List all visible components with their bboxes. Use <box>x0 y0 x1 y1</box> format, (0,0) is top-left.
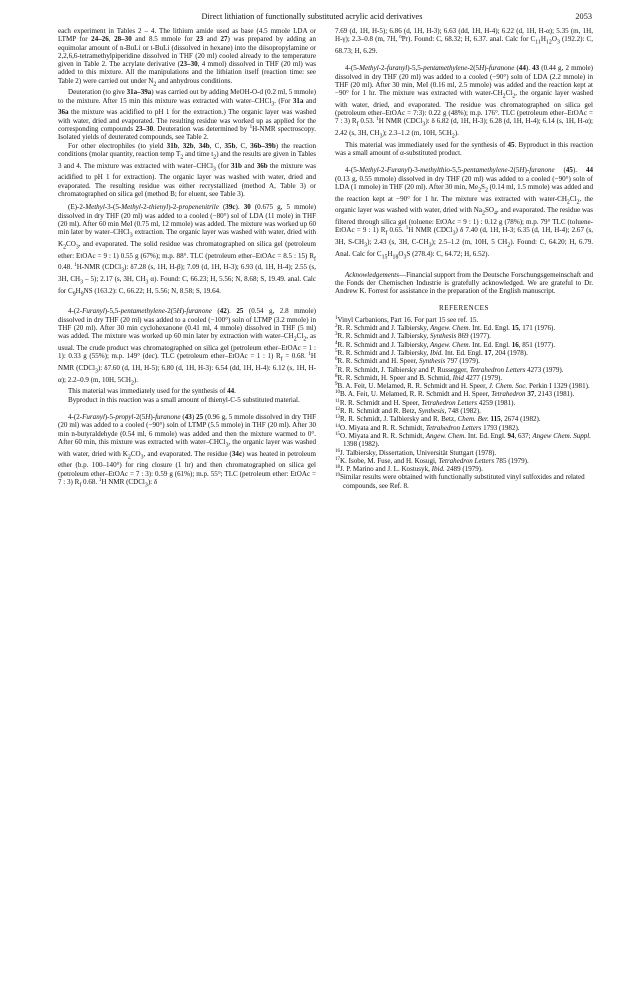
page-number: 2053 <box>575 12 592 21</box>
left-column-paragraph: Deuteration (to give 31a–39a) was carried out by adding MeOH-O-d (0.2 ml, 5 mmole) to the mixture. After 15 min this mixture was extracted with water–CHCl$_3$. (For 31a and 36a the mixture was acidified to pH 1 for the extraction.) The organic layer was washed with water, dried and evaporated. The resulting residue was worked up as applied for the corresponding compounds 23–30. Deuteration was determined by $^1$H-NMR spectroscopy. Isolated yields of deuterated compounds, see Table 2. <box>58 88 317 142</box>
left-column-paragraph: Byproduct in this reaction was a small amount of thienyl-C-5 substituted material. <box>68 395 300 404</box>
right-column-paragraph: 4-(5-Methyl-2-furanyl)-5,5-pentamethylene-2(5H)-furanone (44). 43 (0.44 g, 2 mmole) dissolved in dry THF (20 ml) was added to a cooled (−90°) soln of LDA (2.2 mmole) in THF (20 ml). After 30 min, MeI (0.16 ml, 2.5 mmole) was added and the reaction kept at −90° for 1 hr. The mixture was extracted with water-$CH_2Cl_2$, the organic layer washed with water, dried, and evaporated. The residue was chromatographed on silica gel (petroleum ether–EtOAc = 7:3): 0.22 g (48%); m.p. 176°. TLC (petroleum ether–EtOAc = 7 : 3) $R_f$ 0.53. $^1$H NMR (CDCl$_3$): δ 6.82 (d, 1H, H-3); 6.28 (d, 1H, H-4); 6.14 (s, 1H, H-α); 2.42 (s, 3H, $CH_3$); 2.3–1.2 (m, 10H, $5CH_2$). <box>335 64 594 140</box>
left-column-paragraph: each experiment in Tables 2 – 4. The lithium amide used as base (4.5 mmole LDA or LTMP for 24–26, 28–30 and 8.5 mmole for 23 and 27) was prepared by adding an equimolar amount of n-BuLi or t-BuLi (dissolved in hexane) into the diisopropylamine or 2,2,6,6-tetramethylpiperidine dissolved in THF (20 ml) cooled already to the temperature given in Table 2. The acrylate derivative (23–30, 4 mmol) dissolved in THF (20 ml) was added to this mixture. All the manipulations and the lithiation itself (reaction time: see Table 2) were carried out under $N_2$ and anhydrous conditions. <box>58 27 316 88</box>
right-column-body <box>335 27 593 295</box>
right-column-paragraph: Acknowledgements—Financial support from the Deutsche Forschungsgemeinschaft and the Fonds der Chemischen Industrie is gratefully acknowledged. We are grateful to Dr. Andrew K. Forrest for assistance in the preparation of the English manuscript. <box>335 270 593 296</box>
left-column-paragraph: 4-(2-Furanyl)-5,5-pentamethylene-2(5H)-furanone (42). 25 (0.54 g, 2.8 mmole) dissolved in dry THF (20 ml) was added to a cooled (−100°) soln of LTMP (3.2 mmole) in THF (20 ml). After 30 min cyclohexanone (0.41 ml, 4 mmole) dissolved in THF (5 ml) was added. The mixture was worked up 60 min later by extraction with water–$CH_2Cl_2$, as usual. The crude product was chromatographed on silica gel (petroleum ether–EtOAc = 1 : 1): 0.33 g (55%); m.p. 149° (dec). TLC (petroleum ether–EtOAc = 1 : 1) $R_f = 0.68$. $^1$H NMR (CDCl$_3$): δ7.60 (d, 1H, H-5); 6.80 (d, 1H, H-3): 6.54 (dd, 1H, H-4): 6.12 (s, 1H, H-α); 2.2–0.9 (m, 10H, $5CH_2$). <box>58 307 316 387</box>
left-column-paragraph: This material was immediately used for the synthesis of 44. <box>68 387 236 396</box>
reference-item: $^{14}$O. Miyata and R. R. Schmidt, Tetrahedron Letters 1793 (1982). <box>335 423 520 432</box>
reference-item: $^9$B. A. Feit, U. Melamed, R. R. Schmidt and H. Speer, J. Chem. Soc. Perkin I 1329 (1981). <box>335 382 590 391</box>
right-column-paragraph: This material was immediately used for the synthesis of 45. Byproduct in this reaction was a small amount of α-substituted product. <box>335 140 593 158</box>
right-column <box>335 27 593 490</box>
reference-item: $^{17}$K. Isobe, M. Fuse, and H. Kosugi, Tetrahedron Letters 785 (1979). <box>335 456 529 465</box>
left-column-paragraph: For other electrophiles (to yield 31b, 32b, 34b, C, 35b, C, 36b–39b) the reaction conditions (molar quantity, reaction temp $T_2$ and time $t_2$) and the results are given in Tables 3 and 4. The mixture was extracted with water–CHCl$_3$ (for 31b and 36b the mixture was acidified to pH 1 for extraction). The organic layer was washed with water, dried and evaporated. The resulting residue was either recrystallized (method A, Table 3) or chromatographed on silica gel (method B; for eluent, see Table 3). <box>58 141 317 198</box>
left-column <box>58 27 316 490</box>
reference-item: $^4$R. R. Schmidt and J. Talbiersky, Angew. Chem. Int. Ed. Engl. 16, 851 (1977). <box>335 340 556 349</box>
reference-item: $^1$Vinyl Carbanions, Part 16. For part 15 see ref. 15. <box>335 315 479 324</box>
reference-item: $^{12}$R. R. Schmidt and R. Betz, Synthesis, 748 (1982). <box>335 407 481 416</box>
left-column-paragraph: (E)-2-Methyl-3-(5-Methyl-2-thienyl)-2-propenenitrile (39c). 30 (0.675 g, 5 mmole) dissolved in dry THF (20 ml) was added to a cooled (−80°) sol of LDA (11 mole) in THF (20 ml). After 60 min MeI (0.75 ml, 12 mmole) was added. The mixture was worked up 60 min later by water–CHCl$_3$ extraction. The organic layer was washed with water, dried with $K_2CO_3$, and evaporated. The solid residue was chromatographed on silica gel (petroleum ether: EtOAc = 9 : 1) 0.55 g (67%); m.p. 88°. TLC (petroleum ether–EtOAc = 8.5 : 15) $R_f$ 0.48. $^1$H-NMR (CDCl$_3$): δ7.28 (s, 1H, H-β); 7.09 (d, 1H, H-3); 6.93 (d, 1H, H-4); 2.55 (s, 3H, $CH_3 - 5$); 2.17 (s, 3H, $CH_3$ α). Found: C, 66.23; H, 5.56; N, 8.68; S, 19.49. anal. Calc for $C_9H_9NS$ (163.2): C, 66.22; H, 5.56; N, 8.58; S, 19.64. <box>58 203 317 298</box>
reference-item: $^{10}$B. A. Feit, U. Melamed, R. R. Schmidt and H. Speer, Tetrahedron 37, 2143 (1981). <box>335 390 575 399</box>
reference-item: $^7$R. R. Schmidt, J. Talbiersky and P. Russegger, Tetrahedron Letters 4273 (1979). <box>335 365 564 374</box>
reference-item: $^2$R. R. Schmidt and J. Talbiersky, Angew. Chem. Int. Ed. Engl. 15, 171 (1976). <box>335 324 556 333</box>
references-heading: REFERENCES <box>439 304 489 313</box>
reference-item: $^{11}$R. R. Schmidt and H. Speer, Tetrahedron Letters 4259 (1981). <box>335 398 516 407</box>
reference-item: $^{15}$O. Miyata and R. R. Schmidt, Angew. Chem. Int. Ed. Engl. 94, 637; Angew Chem. Suppl. 1398 (1982). <box>335 431 592 449</box>
reference-item: $^8$R. R. Schmidt, H. Speer and B. Schmid, Ibid 4277 (1979). <box>335 373 503 382</box>
reference-item: $^{18}$J. P. Marino and J. L. Kostusyk, Ibid. 2489 (1979). <box>335 465 483 474</box>
reference-item: $^6$R. R. Schmidt and H. Speer, Synthesis 797 (1979). <box>335 357 480 366</box>
references-list <box>335 316 593 490</box>
reference-item: $^5$R. R. Schmidt and J. Talbiersky, Ibid. Int. Ed. Engl. 17, 204 (1978). <box>335 348 528 357</box>
reference-item: $^{13}$R. R. Schmidt, J. Talbiersky and R. Betz, Chem. Ber. 115, 2674 (1982). <box>335 415 541 424</box>
right-column-paragraph: 7.69 (d, 1H, H-5); 6.86 (d, 1H, H-3); 6.63 (dd, 1H, H-4); 6.22 (d, 1H, H-α); 5.35 (m, 1H, H-γ); 2.3–0.8 (m, 7H, $^n$Pr). Found: C, 68.32; H, 6.37. anal. Calc for $C_{11}H_{12}O_3$ (192.2): C, 68.73; H, 6.29. <box>335 27 593 55</box>
running-title: Direct lithiation of functionally substituted acrylic acid derivatives <box>201 12 423 21</box>
running-header <box>32 10 592 24</box>
reference-item: $^3$R. R. Schmidt and J. Talbiersky, Synthesis 869 (1977). <box>335 332 491 341</box>
left-column-paragraph: 4-(2-Furanyl)-5-propyl-2(5H)-furanone (43) 25 (0.96 g, 5 mmole dissolved in dry THF (20 ml) was added to a cooled (−90°) soln of LTMP (5.5 mmole) in THF (20 ml). After 30 min n-butyraldehyde (0.54 ml, 6 mmole) was added and then the mixture warmed to 0°. After 60 min, this mixture was extracted with water–CHCl$_3$, the organic layer was washed with water, dried with $K_2CO_3$, and evaporated. The residue (34c) was heated in petroleum ether (b.p. 100–140°) for ring closure (1 hr) and then chromatographed on silica gel (petroleum ether–EtOAc = 7 : 3): 0.59 g (61%); m.p. 55°; TLC (petroleum ether: EtOAc = 7 : 3) $R_f$ 0.68. $^1$H NMR (CDCl$_3$): δ <box>58 412 317 489</box>
right-column-paragraph: 4-(5-Methyl-2-Furanyl)-3-methylthio-5,5-pentamethylene-2(5H)-furanone (45). 44 (0.13 g, 0.55 mmole) dissolved in dry THF (20 ml) was added to a cooled (−90°) soln of LDA (1 mmole) in THF (20 ml). After 30 min, $Me_2S_2$ (0.14 ml, 1.5 mmole) was added and the reaction kept at −90° for 1 hr. The mixture was extracted with water-$CH_2Cl_2$, the organic layer was washed with water, dried with $Na_2SO_4$, and evaporated. The residue was filtered through silica gel (toluene: EtOAc = 9 : 1) : 0.12 g (78%); m.p. 79° TLC (toluene-EtOAc = 9 : 1) $R_f$ 0.65. $^1$H NMR (CDCl$_3$) δ 7.40 (d, 1H, H-3; 6.35 (d, 1H, H-4); 2.67 (s, 3H, $S-CH_3$); 2.43 (s, 3H, $C-CH_3$); 2.5–1.2 (m, 10H, 5 $CH_2$). Found: C, 64.20; H, 6.79. Anal. Calc for $C_{15}H_{18}O_3S$ (278.4): C, 64.72; H, 6.52). <box>335 166 594 261</box>
reference-item: $^{19}$Similar results were obtained with functionally substituted vinyl sulfoxides and related compounds, see Ref. 8. <box>335 473 585 490</box>
reference-item: $^{16}$J. Talbiersky, Dissertation, Universität Stuttgart (1978). <box>335 448 497 457</box>
